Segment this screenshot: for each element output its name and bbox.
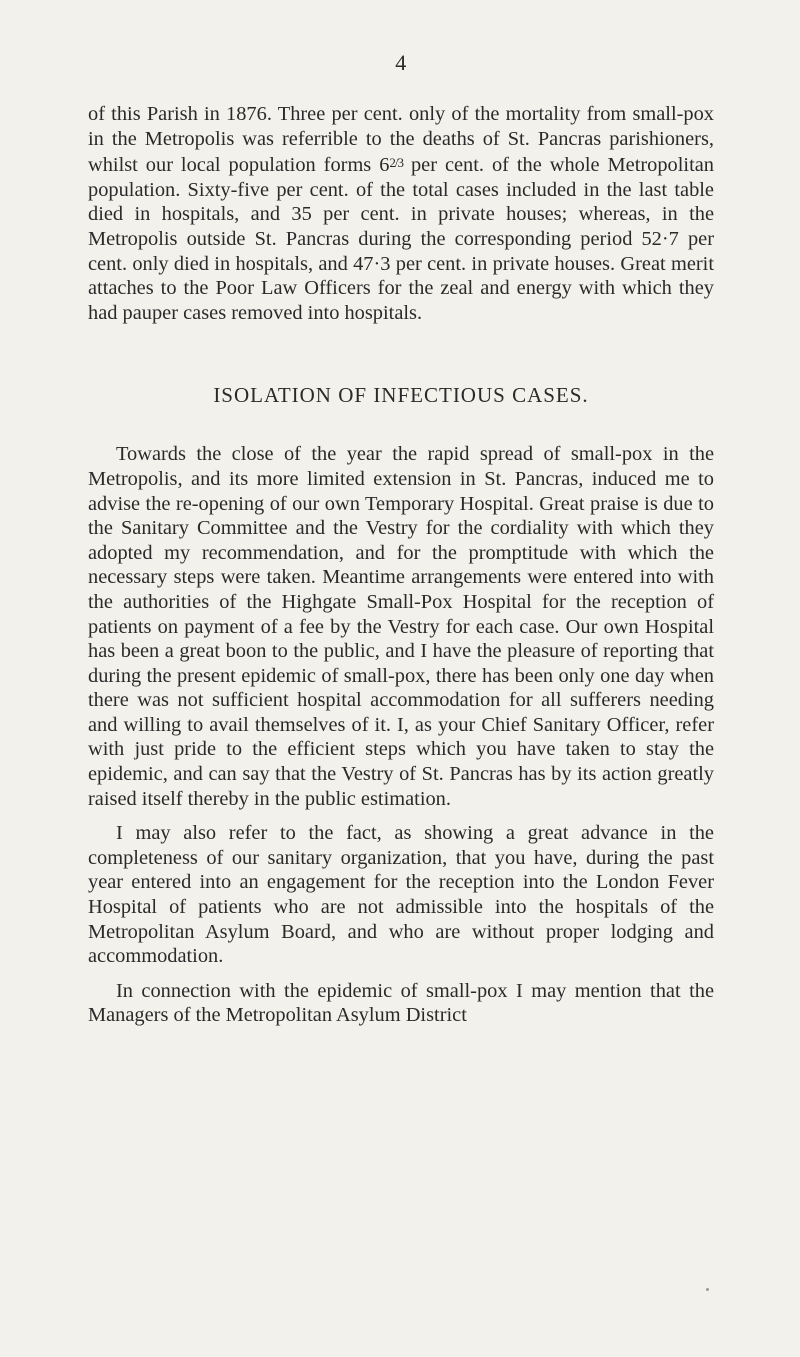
page-number: 4	[395, 50, 407, 75]
section-paragraph-2: I may also refer to the fact, as showing a great advance in the completeness of our sanitary organization, that you have, during the past year entered into an engagement for the reception into the London Fever Hospital of patients who are not admissible into the hospitals of the Metropolitan Asylum Board, and who are without proper lodging and accommodation.	[88, 822, 714, 968]
paragraph-text-after-fraction: per cent. of the whole Metropolitan population. Sixty-five per cent. of the total cases included in the last table died in hospitals, and 35 per cent. in private houses; whereas, in the Metropolis outside St. Pancras during the corresponding period 52·7 per cent. only died in hospitals, and 47·3 per cent. in private houses. Great merit attaches to the Poor Law Officers for the zeal and energy with which they had pauper cases removed into hospitals.	[88, 154, 714, 324]
section-paragraph-3: In connection with the epidemic of small-pox I may mention that the Managers of the Metropolitan Asylum District	[88, 979, 714, 1027]
paragraph-text-before-fraction: of this Parish in 1876. Three per cent. only of the mortality from small-pox in the Metropolis was referrible to the deaths of St. Pancras parishioners, whilst our local population forms 6	[88, 103, 714, 177]
section-heading: ISOLATION OF INFECTIOUS CASES.	[213, 383, 589, 408]
fraction-two-thirds: 2/3	[389, 155, 404, 171]
section-paragraph-1: Towards the close of the year the rapid spread of small-pox in the Metropolis, and its more limited extension in St. Pancras, induced me to advise the re-opening of our own Temporary Hospital. Great praise is due to the Sanitary Committee and the Vestry for the cordiality with which they adopted my recommendation, and for the promptitude with which the necessary steps were taken. Meantime arrangements were entered into with the authorities of the Highgate Small-Pox Hospital for the reception of patients on payment of a fee by the Vestry for each case. Our own Hospital has been a great boon to the public, and I have the pleasure of reporting that during the present epidemic of small-pox, there has been only one day when there was not sufficient hospital accommodation for all sufferers needing and willing to avail themselves of it. I, as your Chief Sanitary Officer, refer with just pride to the efficient steps which you have taken to stay the epidemic, and can say that the Vestry of St. Pancras has by its action greatly raised itself thereby in the public estimation.	[88, 443, 714, 810]
stray-ink-dot	[706, 1288, 709, 1291]
continuation-paragraph	[88, 102, 714, 325]
